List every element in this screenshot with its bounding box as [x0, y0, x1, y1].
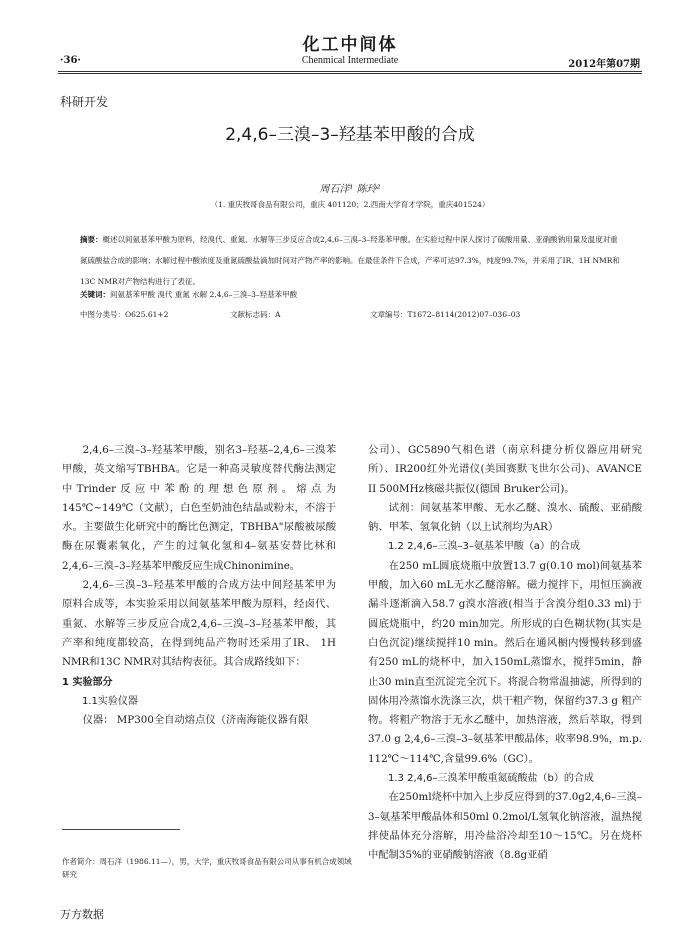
paragraph: 2,4,6–三溴–3–羟基苯甲酸的合成方法中间羟基苯甲为原料合成等，本实验采用以间氨基苯甲酸为原料，经卤代、重氮、水解等三步反应合成2,4,6–三溴–3–羟基苯甲酸，其产率和纯度都较高，在得到纯品产物时还采用了IR、 1H NMR和13C NMR对其结构表征。其合成路线如下： — [62, 579, 336, 669]
subsection-heading: 1.3 2,4,6–三溴苯甲酸重氮硫酸盐（b）的合成 — [388, 773, 594, 785]
paragraph: 仪器： MP300全自动熔点仪（济南海能仪器有限 — [82, 714, 309, 727]
authors: 周石洋¹ 陈玲² — [319, 184, 381, 195]
paragraph: 2,4,6–三溴–3–羟基苯甲酸，别名3–羟基–2,4,6–三溴苯甲酸，英文缩写TBHBA。它是一种高灵敏度替代酶法测定中Trinder反应中苯酚的理想色原剂。熔点为145℃~149℃（文献），白色至奶油色结晶或粉末，不溶于水。主要做生化研究中的酶比色测定，TBHBA"尿酸被尿酸酶在尿囊素氧化，产生的过氧化氢和4–氨基安替比林和2,4,6–三溴–3–羟基苯甲酸反应生成Chinonimine。 — [62, 444, 336, 572]
document-code: 文献标志码：A — [230, 310, 281, 319]
abstract — [80, 229, 620, 292]
article-title: 2,4,6–三溴–3–羟基苯甲酸的合成 — [225, 125, 475, 145]
keywords — [80, 289, 297, 300]
clc-number: 中图分类号：O625.61+2 — [80, 310, 169, 319]
article-number: 文章编号：T1672–8114(2012)07–036–03 — [370, 310, 521, 319]
section-tag: 科研开发 — [60, 95, 109, 109]
subsection-heading: 1.2 2,4,6–三溴–3–氨基苯甲酸（a）的合成 — [388, 541, 581, 553]
keywords-text: 间氨基苯甲酸 溴代 重氮 水解 2,4,6–三溴–3–羟基苯甲酸 — [110, 290, 298, 299]
body-column-right — [368, 441, 642, 866]
journal-name: 化工中间体 — [302, 35, 398, 55]
author-footnote: 作者简介：周石洋（1986.11—），男，大学，重庆牧哥食品有限公司从事有机合成领域研究 — [62, 857, 352, 879]
footer-watermark: 万方数据 — [60, 908, 104, 921]
header-rule-thin — [58, 73, 642, 74]
paragraph: 试剂：间氨基苯甲酸、无水乙醚、溴水、硫酸、亚硝酸钠、甲苯、氢氧化钠（以上试剂均为AR） — [368, 501, 642, 534]
journal-english-name: Chenmical Intermediate — [301, 55, 399, 66]
header-rule — [58, 71, 642, 72]
abstract-label: 摘要： — [80, 235, 103, 244]
affiliation: （1. 重庆牧哥食品有限公司，重庆 401120；2.西南大学育才学院，重庆401524） — [210, 200, 490, 209]
paragraph: 在250 mL圆底烧瓶中放置13.7 g(0.10 mol)间氨基苯甲酸，加入60 mL无水乙醚溶解。磁力搅拌下，用恒压滴液漏斗逐渐滴入58.7 g溴水溶液(相当于含溴分组0.33 ml)于圆底烧瓶中，约20 min加完。所形成的白色糊状物(其实是白色沉淀)继续搅拌10 min。然后在通风橱内慢慢转移到盛有250 mL的烧杯中，加入150mL蒸馏水，搅拌5min，静止30 min直至沉淀完全沉下。将混合物常温抽滤，所得到的固体用冷蒸馏水洗涤三次，烘干粗产物，保留约37.3 g 粗产物。将粗产物溶于无水乙醚中，加热溶液，然后萃取，得到37.0 g 2,4,6–三溴–3–氨基苯甲酸晶体，收率98.9%，m.p. 112℃～114℃,含量99.6%（GC）。 — [368, 559, 642, 765]
paragraph: 公司）、GC5890气相色谱（南京科捷分析仪器应用研究所）、IR200红外光谱仪(美国赛默飞世尔公司)、AVANCE II 500MHz核磁共振仪(德国 Bruker公司)。 — [368, 444, 642, 495]
footnote-rule — [62, 829, 180, 830]
running-header — [60, 55, 640, 71]
issue-label: 2012年第07期 — [568, 59, 640, 70]
body-column-left — [62, 441, 336, 730]
keywords-label: 关键词： — [80, 290, 110, 299]
subsection-heading: 1.1实验仪器 — [82, 695, 138, 707]
abstract-text: 概述以间氨基苯甲酸为原料，经溴代、重氮、水解等三步反应合成2,4,6–三溴–3–羟基苯甲酸。在实验过程中深人探讨了硫酸用量、亚硝酸钠用量及温度对重氮硫酸盐合成的影响；水解过程中酸浓度及重氮硫酸盐滴加时间对产物产率的影响。在最佳条件下合成，产率可达97.3%，纯度99.7%，并采用了IR、1H NMR和13C NMR对产物结构进行了表征。 — [80, 235, 620, 286]
classification-row — [80, 309, 620, 321]
page-number: ·36· — [60, 55, 81, 66]
section-heading: 1 实验部分 — [62, 676, 113, 688]
paragraph: 在250ml烧杯中加入上步反应得到的37.0g2,4,6–三溴–3–氨基苯甲酸晶体和50ml 0.2mol/L氢氧化钠溶液，温热搅拌使晶体充分溶解，用冷盐浴冷却至10～15℃。另在烧杯中配制35%的亚硝酸钠溶液（8.8g亚硝 — [368, 791, 642, 862]
